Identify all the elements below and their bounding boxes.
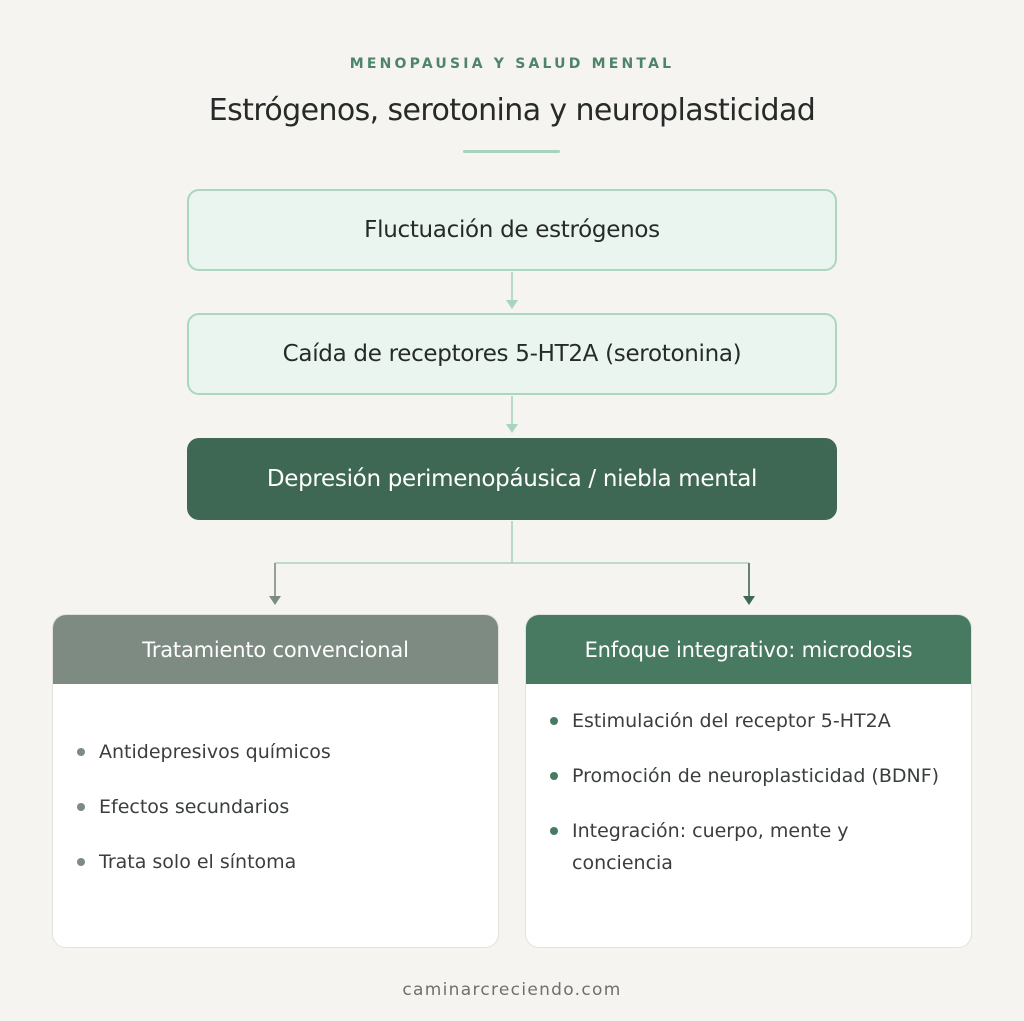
bullet-dot-icon (550, 827, 558, 835)
page-title: Estrógenos, serotonina y neuroplasticidad (208, 93, 816, 128)
arrow-step2-to-step3 (506, 396, 518, 433)
card-title: Enfoque integrativo: microdosis (584, 637, 913, 662)
list-item (53, 791, 498, 823)
integrative-list (526, 684, 971, 879)
integrative-approach-card (525, 614, 972, 948)
branch-connector (275, 521, 749, 563)
footer-site-link[interactable]: caminarcreciendo.com (402, 980, 622, 1000)
title-underline (463, 150, 560, 153)
integrative-card-header (526, 615, 971, 684)
eyebrow-label: MENOPAUSIA Y SALUD MENTAL (349, 56, 675, 72)
list-item-text: Integración: cuerpo, mente y conciencia (572, 820, 849, 874)
list-item (53, 736, 498, 768)
list-item-text: Trata solo el síntoma (99, 851, 297, 873)
list-item (526, 815, 971, 879)
list-item-text: Efectos secundarios (99, 796, 290, 818)
list-item-text: Promoción de neuroplasticidad (BDNF) (572, 765, 940, 787)
list-item-text: Estimulación del receptor 5-HT2A (572, 710, 891, 732)
list-item (526, 705, 971, 737)
flow-step-receptor-drop (187, 313, 837, 395)
conventional-list (53, 684, 498, 878)
card-title: Tratamiento convencional (142, 637, 409, 662)
bullet-dot-icon (77, 858, 85, 866)
arrow-to-integrative (743, 563, 755, 605)
flow-step-label: Fluctuación de estrógenos (364, 217, 660, 243)
list-item (53, 846, 498, 878)
flow-step-estrogen-fluctuation (187, 189, 837, 271)
bullet-dot-icon (550, 772, 558, 780)
flow-step-label: Caída de receptores 5-HT2A (serotonina) (282, 341, 742, 367)
arrow-step1-to-step2 (506, 272, 518, 309)
conventional-card-header (53, 615, 498, 684)
list-item (526, 760, 971, 792)
conventional-treatment-card (52, 614, 499, 948)
flow-step-depression (187, 438, 837, 520)
bullet-dot-icon (77, 803, 85, 811)
flow-step-label: Depresión perimenopáusica / niebla mental (266, 466, 758, 492)
list-item-text: Antidepresivos químicos (99, 741, 331, 763)
arrow-to-conventional (269, 563, 281, 605)
bullet-dot-icon (550, 717, 558, 725)
bullet-dot-icon (77, 748, 85, 756)
